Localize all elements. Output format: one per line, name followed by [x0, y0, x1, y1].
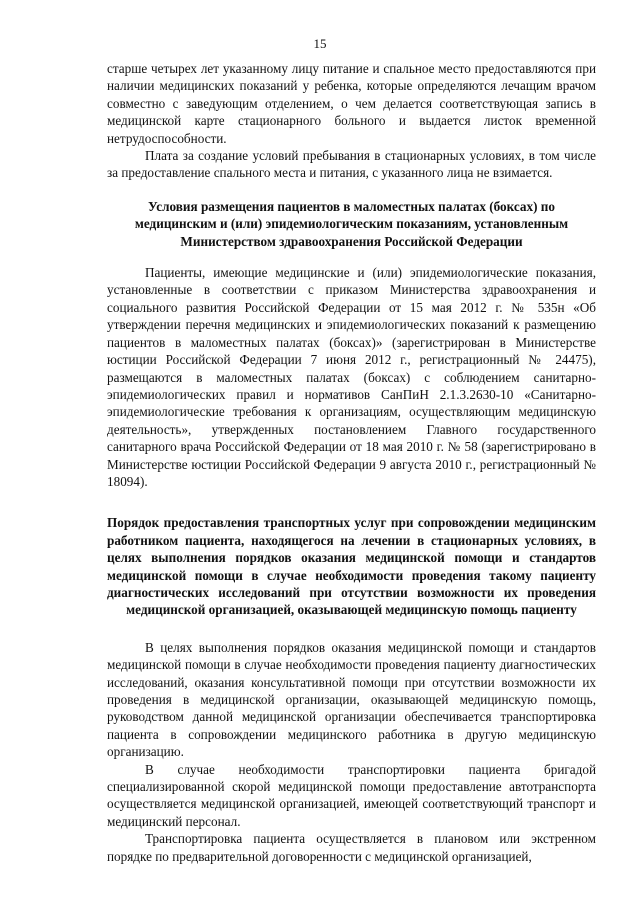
paragraph-continuation: старше четырех лет указанному лицу питание и спальное место предоставляются при наличии медицинских показаний у ребенка, которые определяются лечащим врачом совместно с заведующим отделением, о чем делается соответствующая запись в медицинской карте стационарного больного и выдается листок временной нетрудоспособности. — [107, 61, 596, 146]
page-number: 15 — [313, 36, 327, 51]
paragraph-transport-2: В случае необходимости транспортировки пациента бригадой специализированной скорой медицинской помощи предоставление автотранспорта осуществляется медицинской организацией, имеющей соответствующий транспорт и медицинский персонал. — [107, 761, 596, 829]
paragraph-transport-3: Транспортировка пациента осуществляется в плановом или экстренном порядке по предварительной договоренности с медицинской организацией, — [107, 831, 596, 864]
paragraph-fee: Плата за создание условий пребывания в стационарных условиях, в том числе за предоставление спального места и питания, с указанного лица не взимается. — [107, 148, 596, 181]
section-heading-isolation-wards: Условия размещения пациентов в маломестных палатах (боксах) по медицинским и (или) эпидемиологическим показаниям, установленным Министерством здравоохранения Российской Федерации — [134, 198, 569, 249]
section-heading-transport: Порядок предоставления транспортных услуг при сопровождении медицинским работником пациента, находящегося на лечении в стационарных условиях, в целях выполнения порядков оказания медицинской помощи и стандартов медицинской помощи в случае необходимости проведения такому пациенту диагностических исследований при отсутствии возможности их проведения медицинской организацией, оказывающей медицинскую помощь пациенту — [107, 515, 596, 618]
paragraph-transport-1: В целях выполнения порядков оказания медицинской помощи и стандартов медицинской помощи в случае необходимости проведения пациенту диагностических исследований, оказания консультативной помощи при отсутствии возможности их проведения в медицинской организации, оказывающей медицинскую помощь, руководством данной медицинской организации обеспечивается транспортировка пациента в сопровождении медицинского работника в другую медицинскую организацию. — [107, 639, 596, 760]
page-content — [107, 60, 596, 865]
paragraph-isolation-wards: Пациенты, имеющие медицинские и (или) эпидемиологические показания, установленные в соответствии с приказом Министерства здравоохранения и социального развития Российской Федерации от 15 мая 2012 г. № 535н «Об утверждении перечня медицинских и эпидемиологических показаний к размещению пациентов в маломестных палатах (боксах)» (зарегистрирован в Министерстве юстиции Российской Федерации 7 июня 2012 г., регистрационный № 24475), размещаются в маломестных палатах (боксах) с соблюдением санитарно-эпидемиологических правил и нормативов СанПиН 2.1.3.2630-10 «Санитарно-эпидемиологические требования к организациям, осуществляющим медицинскую деятельность», утвержденных постановлением Главного государственного санитарного врача Российской Федерации от 18 мая 2010 г. № 58 (зарегистрировано в Министерстве юстиции Российской Федерации 9 августа 2010 г., регистрационный № 18094). — [107, 265, 596, 489]
